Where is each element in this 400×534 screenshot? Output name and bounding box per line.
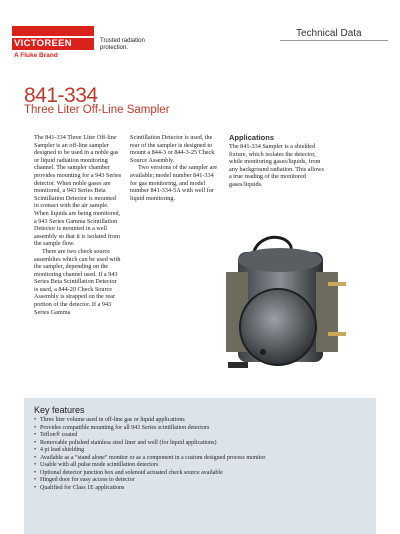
body-column-1 [34,134,122,316]
key-features-list [34,417,369,492]
feature-item: • Provides compatible mounting for all 943 Series scintillation detectors [34,425,369,433]
applications-column [229,143,325,189]
feature-item: • Teflon® coated [34,432,369,440]
feature-item: • Usable with all pulse mode scintillation detectors [34,462,369,470]
feature-item: • Available as a “stand alone” monitor or as a component in a custom designed process monitor [34,455,369,463]
brand-logo: VICTOREEN [14,38,72,49]
feature-item: • Removable polished stainless steel liner and well (for liquid applications) [34,440,369,448]
body-paragraph: Scintillation Detector is used, the rear of the sampler is designed to mount a 844-3 or 844-3-25 Check Source Assembly. [130,134,215,164]
feature-item: • Hinged door for easy access to detector [34,477,369,485]
feature-item: • 4 pi lead shielding [34,447,369,455]
applications-heading: Applications [229,133,275,142]
feature-item: • Optional detector junction box and solenoid actuated check source available [34,470,369,478]
applications-paragraph: The 841-334 Sampler is a shielded fixture, which isolates the detector, while monitoring gases/liquids, from any background radiation. This allows a true reading of the monitored gases/liquids. [229,143,324,188]
body-paragraph: The 841-334 Three Liter Off-line Sampler is an off-line sampler designed to be used in a noble gas or liquid radiation monitoring channel. The sampler chamber provides mounting for a 943 Series detector. When noble gases are monitored, a 943 Series Beta Scintillation Detector is mounted in contact with the air sample. When liquids are being monitored, a 943 Series Gamma Scintillation Detector is mounted in a well assembly so that it is isolated from the sample flow. [34,134,122,248]
feature-item: • Qualified for Class 1E applications [34,485,369,493]
model-number: 841-334 [24,84,98,107]
key-features-heading: Key features [34,405,85,415]
body-column-2 [130,134,218,202]
body-paragraph: Two versions of the sampler are available; model number 841-334 for gas monitoring, and model number 841-334-5A with well for liquid monitoring. [130,164,218,202]
product-title: Three Liter Off-Line Sampler [24,104,170,116]
body-paragraph: There are two check source assemblies which can be used with the sampler, depending on the monitoring channel used. If a 943 Series Beta Scintillation Detector is used, a 844-20 Check Source Assembly is strapped on the rear portion of the detector. If a 943 Series Gamma [34,247,121,316]
feature-item: • Three liter volume used in off-line gas or liquid applications [34,417,369,425]
section-label: Technical Data [296,28,362,39]
tagline: Trusted radiation protection. [100,38,145,51]
header-divider [280,40,388,41]
sub-brand: A Fluke Brand [14,52,58,59]
sampler-photo [218,232,348,392]
logo-top-bar [12,26,94,36]
